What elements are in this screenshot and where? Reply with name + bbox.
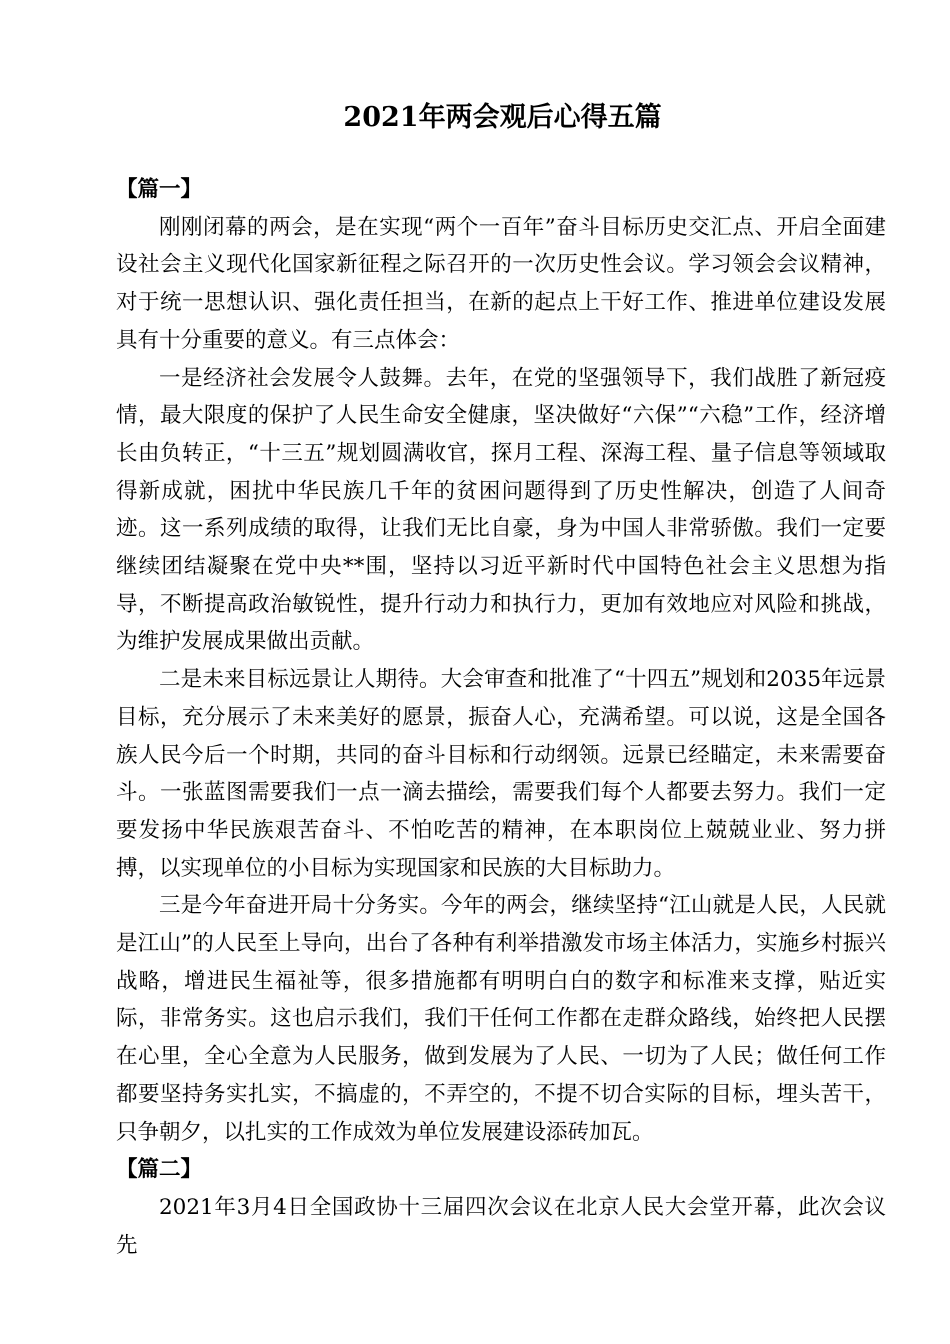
paragraph: 三是今年奋进开局十分务实。今年的两会，继续坚持“江山就是人民，人民就是江山”的人民至上导向，出台了各种有利举措激发市场主体活力，实施乡村振兴战略，增进民生福祉等，很多措施都有明明白白的数字和标准来支撑，贴近实际，非常务实。这也启示我们，我们干任何工作都在走群众路线，始终把人民摆在心里，全心全意为人民服务，做到发展为了人民、一切为了人民；做任何工作都要坚持务实扎实，不搞虚的，不弄空的，不提不切合实际的目标，埋头苦干，只争朝夕，以扎实的工作成效为单位发展建设添砖加瓦。 bbox=[116, 893, 886, 1145]
document-title: 2021年两会观后心得五篇 bbox=[343, 102, 662, 133]
document-body bbox=[116, 171, 886, 1264]
paragraph: 二是未来目标远景让人期待。大会审查和批准了“十四五”规划和2035年远景目标，充分展示了未来美好的愿景，振奋人心，充满希望。可以说，这是全国各族人民今后一个时期，共同的奋斗目标和行动纲领。远景已经瞄定，未来需要奋斗。一张蓝图需要我们一点一滴去描绘，需要我们每个人都要去努力。我们一定要发扬中华民族艰苦奋斗、不怕吃苦的精神，在本职岗位上兢兢业业、努力拼搏，以实现单位的小目标为实现国家和民族的大目标助力。 bbox=[116, 667, 886, 881]
section-heading: 【篇二】 bbox=[116, 1157, 203, 1183]
paragraph: 刚刚闭幕的两会，是在实现“两个一百年”奋斗目标历史交汇点、开启全面建设社会主义现代化国家新征程之际召开的一次历史性会议。学习领会会议精神，对于统一思想认识、强化责任担当，在新的起点上干好工作、推进单位建设发展具有十分重要的意义。有三点体会： bbox=[116, 214, 886, 353]
paragraph: 2021年3月4日全国政协十三届四次会议在北京人民大会堂开幕，此次会议先 bbox=[116, 1194, 886, 1258]
section-heading: 【篇一】 bbox=[116, 177, 203, 202]
paragraph: 一是经济社会发展令人鼓舞。去年，在党的坚强领导下，我们战胜了新冠疫情，最大限度的保护了人民生命安全健康，坚决做好“六保”“六稳”工作，经济增长由负转正，“十三五”规划圆满收官，探月工程、深海工程、量子信息等领域取得新成就，困扰中华民族几千年的贫困问题得到了历史性解决，创造了人间奇迹。这一系列成绩的取得，让我们无比自豪，身为中国人非常骄傲。我们一定要继续团结凝聚在党中央**围，坚持以习近平新时代中国特色社会主义思想为指导，不断提高政治敏锐性，提升行动力和执行力，更加有效地应对风险和挑战，为维护发展成果做出贡献。 bbox=[116, 365, 886, 655]
